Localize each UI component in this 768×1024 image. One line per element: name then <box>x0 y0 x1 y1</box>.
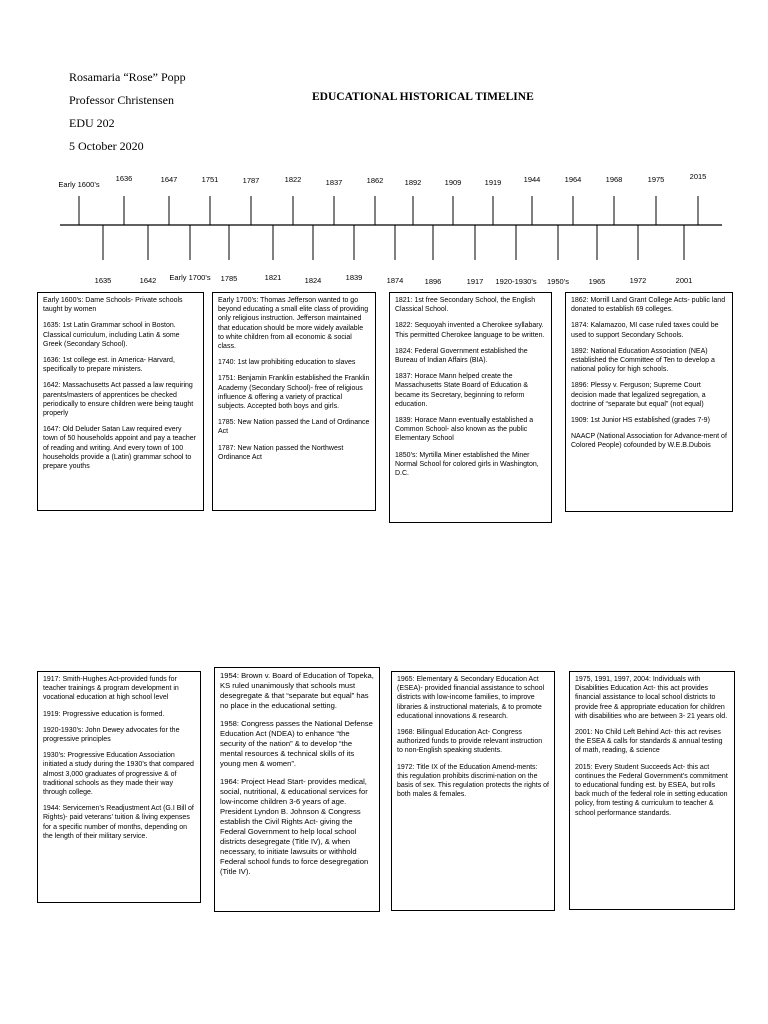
timeline-entry: 1837: Horace Mann helped create the Massachusetts State Board of Education & became its Secretary, beginning to reform education. <box>395 373 529 408</box>
year-label-below: 1917 <box>466 277 484 286</box>
timeline-box-1600s-1640s <box>37 292 204 511</box>
timeline-entry: 1896: Plessy v. Ferguson; Supreme Court decision made that legalized segregation, a doctrine of “separate but equal” (not equal) <box>571 382 706 408</box>
year-label-above: 1647 <box>160 175 178 184</box>
timeline-entry: 1874: Kalamazoo, MI case ruled taxes could be used to support Secondary Schools. <box>571 322 719 339</box>
timeline-entry: 1954: Brown v. Board of Education of Topeka, KS ruled unanimously that schools must desegregate & that “separate but equal” has no place in the educational setting. <box>220 671 374 710</box>
timeline-entry: 1975, 1991, 1997, 2004: Individuals with Disabilities Education Act- this act provides financial assistance to local school districts to provide free & appropriate education for children with disabilities who are between 3- 21 years old. <box>575 676 728 720</box>
timeline-entry: 1647: Old Deluder Satan Law required every town of 50 households appoint and pay a teacher of reading and writing. And every town of 100 households provide a (Latin) grammar school to prepare youths <box>43 426 196 471</box>
year-label-below: 1950’s <box>547 277 569 286</box>
year-label-above: 2015 <box>689 172 707 181</box>
timeline-box-1820s-1850s <box>389 292 552 523</box>
timeline-entry: 2015: Every Student Succeeds Act- this act continues the Federal Government’s commitment to educational funding est. by ESEA, but rolls back much of the federal role in setting education policy, from testing & curriculum to teacher & school performance standards. <box>575 763 728 817</box>
timeline-entry: 1740: 1st law prohibiting education to slaves <box>218 359 356 367</box>
author-name: Rosamaria “Rose” Popp <box>69 70 186 84</box>
year-label-above: 1944 <box>523 175 541 184</box>
year-label-above: 1909 <box>444 178 462 187</box>
timeline-entry: Early 1600’s: Dame Schools- Private schools taught by women <box>43 297 183 314</box>
year-label-below: 1839 <box>345 273 363 282</box>
timeline-entry: 1892: National Education Association (NEA) established the Committee of Ten to develop a national policy for high schools. <box>571 347 715 374</box>
timeline-entry: 1920-1930’s: John Dewey advocates for the progressive principles <box>43 726 180 744</box>
timeline-entry: 1824: Federal Government established the Bureau of Indian Affairs (BIA). <box>395 347 528 365</box>
timeline-entry: Early 1700’s: Thomas Jefferson wanted to go beyond educating a small elite class of providing only religious instruction. Jefferson maintained that education should be more widely available to white children from all economic & social class. <box>218 297 369 351</box>
timeline-entry: 2001: No Child Left Behind Act- this act revises the ESEA & calls for standards & annual testing of math, reading, & science <box>575 729 723 755</box>
year-label-below: 1821 <box>264 273 282 282</box>
timeline-entry: 1850’s: Myrtilla Miner established the Miner Normal School for colored girls in Washington, D.C. <box>395 451 539 478</box>
timeline-entry: 1958: Congress passes the National Defense Education Act (NDEA) to enhance “the security of the nation” & to develop “the mental resources & technical skills of its young men & women”. <box>220 719 373 768</box>
year-label-above: 1862 <box>366 176 384 185</box>
year-label-above: 1892 <box>404 178 422 187</box>
year-label-above: 1968 <box>605 175 623 184</box>
year-label-below: 1965 <box>588 277 606 286</box>
year-label-below: 1920-1930’s <box>495 277 537 286</box>
year-label-below: 2001 <box>675 276 693 285</box>
timeline-box-1960s-1970s <box>391 671 555 911</box>
timeline <box>0 160 768 290</box>
year-label-above: 1837 <box>325 178 343 187</box>
document-title: EDUCATIONAL HISTORICAL TIMELINE <box>312 91 534 103</box>
year-label-below: 1874 <box>386 276 404 285</box>
timeline-entry: 1944: Servicemen’s Readjustment Act (G.I Bill of Rights)- paid veterans’ tuition & living expenses for a specific number of months, depending on the length of their military service. <box>43 805 194 840</box>
timeline-entry: 1930’s: Progressive Education Association initiated a study during the 1930’s that compared almost 3,000 graduates of progressive & of traditional schools as they made their way through college. <box>43 752 194 797</box>
year-label-below: 1972 <box>629 276 647 285</box>
timeline-entry: 1917: Smith-Hughes Act-provided funds for teacher trainings & program development in vocational education at high school level <box>43 676 179 702</box>
year-label-above: 1975 <box>647 175 665 184</box>
timeline-entry: 1965: Elementary & Secondary Education Act (ESEA)- provided financial assistance to school districts with low-income families, to improve libraries & instructional materials, & to promote educational innovations & research. <box>397 676 545 720</box>
year-label-below: 1896 <box>424 277 442 286</box>
timeline-entry: 1822: Sequoyah invented a Cherokee syllabary. This permitted Cherokee language to be written. <box>395 322 545 339</box>
timeline-entry: 1909: 1st Junior HS established (grades 7-9) <box>571 417 710 425</box>
timeline-entry: 1968: Bilingual Education Act- Congress authorized funds to provide relevant instruction to non-English speaking students. <box>397 729 543 755</box>
year-label-above: 1636 <box>115 174 133 183</box>
course-code: EDU 202 <box>69 116 115 130</box>
timeline-entry: 1972: Title IX of the Education Amend-ments: this regulation prohibits discrimi-nation on the basis of sex. This regulation protects the rights of both males & females. <box>397 763 550 799</box>
timeline-entry: 1751: Benjamin Franklin established the Franklin Academy (Secondary School)- free of religious influence & offering a variety of practical subjects. Accepted both boys and girls. <box>218 375 370 411</box>
professor-name: Professor Christensen <box>69 93 174 107</box>
timeline-entry: NAACP (National Association for Advance-ment of Colored People) cofounded by W.E.B.Dubois <box>571 433 727 450</box>
timeline-entry: 1636: 1st college est. in America- Harvard, specifically to prepare ministers. <box>43 357 175 374</box>
timeline-entry: 1785: New Nation passed the Land of Ordinance Act <box>218 419 370 436</box>
timeline-entry: 1642: Massachusetts Act passed a law requiring parents/masters of apprentices be checked periodically to ensure children were being taught properly <box>43 382 194 418</box>
year-label-below: 1824 <box>304 276 322 285</box>
timeline-entry: 1919: Progressive education is formed. <box>43 710 165 718</box>
timeline-entry: 1839: Horace Mann eventually established a Common School- also known as the public Elementary School <box>395 417 534 443</box>
year-label-below: 1785 <box>220 274 238 283</box>
year-label-above: 1919 <box>484 178 502 187</box>
year-label-above: 1964 <box>564 175 582 184</box>
timeline-entry: 1964: Project Head Start- provides medical, social, nutritional, & educational services for low-income children 3-6 years of age. President Lyndon B. Johnson & Congress establish the Civil Rights Act- giving the Federal Government to help local school districts desegregate (Title IV), & when necessary, to initiate lawsuits or withhold Federal school funds to force desegregation (Title IV). <box>220 777 369 876</box>
timeline-entry: 1862: Morrill Land Grant College Acts- public land donated to establish 69 colleges. <box>571 297 726 314</box>
timeline-entry: 1787: New Nation passed the Northwest Ordinance Act <box>218 444 344 461</box>
timeline-entry: 1635: 1st Latin Grammar school in Boston. Classical curriculum, including Latin & some Greek (Secondary School). <box>43 322 180 348</box>
timeline-box-1970s-2010s <box>569 671 735 910</box>
year-label-above: 1751 <box>201 175 219 184</box>
timeline-entry: 1821: 1st free Secondary School, the English Classical School. <box>395 297 536 314</box>
timeline-box-1700s <box>212 292 376 511</box>
year-label-above: 1822 <box>284 175 302 184</box>
timeline-box-1910s-1940s <box>37 671 201 903</box>
document-date: 5 October 2020 <box>69 139 144 153</box>
timeline-box-1860s-1900s <box>565 292 733 512</box>
year-label-above: 1787 <box>242 176 260 185</box>
year-label-below: 1642 <box>139 276 157 285</box>
year-label-above: Early 1600’s <box>58 180 100 189</box>
timeline-box-1950s-1960s <box>214 667 380 912</box>
year-label-below: Early 1700’s <box>169 273 211 282</box>
year-label-below: 1635 <box>94 276 112 285</box>
